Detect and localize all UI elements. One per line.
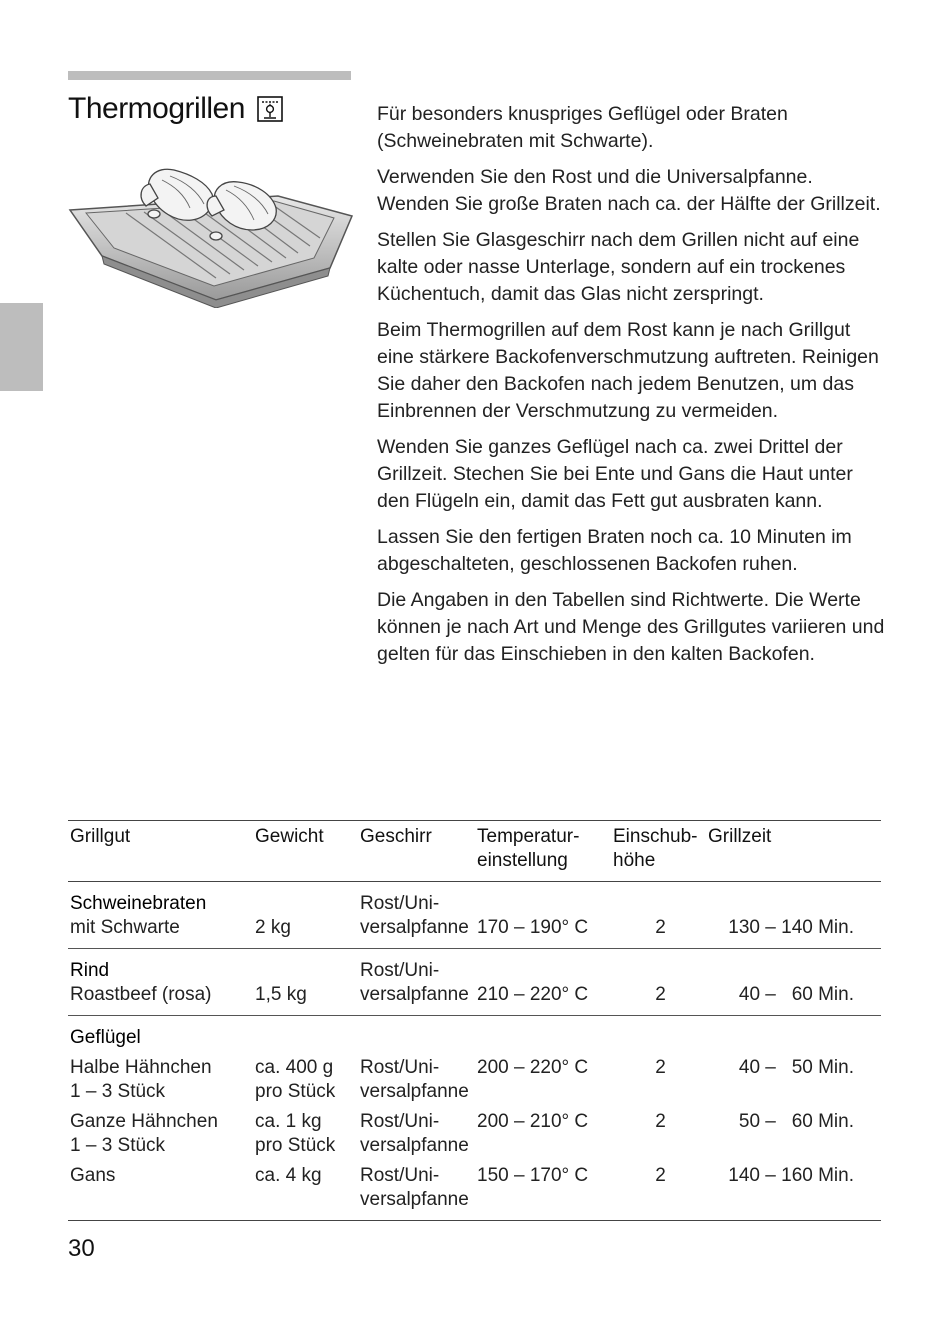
weight-cell: ca. 1 kg pro Stück bbox=[255, 1111, 336, 1156]
header-einschubhoehe: Einschub- höhe bbox=[613, 821, 708, 882]
header-geschirr: Geschirr bbox=[360, 821, 477, 882]
grilling-table bbox=[68, 820, 881, 1221]
table-header-row bbox=[68, 821, 881, 882]
level-cell: 2 bbox=[655, 1057, 666, 1078]
food-cell: mit Schwarte bbox=[68, 916, 255, 949]
temperature-cell: 210 – 220° C bbox=[477, 983, 613, 1016]
table-row bbox=[68, 949, 881, 984]
dish-cell: Rost/Uni- versalpfanne bbox=[360, 1158, 477, 1221]
table-row bbox=[68, 1158, 881, 1221]
dish-cell: versalpfanne bbox=[360, 983, 477, 1016]
food-cell: Gans bbox=[68, 1158, 255, 1221]
food-cell: Ganze Hähnchen 1 – 3 Stück bbox=[70, 1111, 218, 1156]
header-temperatur: Temperatur- einstellung bbox=[477, 821, 613, 882]
weight-cell: 1,5 kg bbox=[255, 983, 360, 1016]
table-row bbox=[68, 882, 881, 917]
food-cell: Roastbeef (rosa) bbox=[68, 983, 255, 1016]
food-cell: Halbe Hähnchen 1 – 3 Stück bbox=[70, 1057, 212, 1102]
header-grillgut: Grillgut bbox=[68, 821, 255, 882]
temperature-cell: 150 – 170° C bbox=[477, 1158, 613, 1221]
body-text bbox=[377, 101, 887, 677]
time-cell: 130 – 140 Min. bbox=[708, 916, 881, 949]
paragraph: Wenden Sie ganzes Geflügel nach ca. zwei Drittel der Grillzeit. Stechen Sie bei Ente und Gans die Haut unter den Flügeln ein, damit das Fett gut ausbraten kann. bbox=[377, 436, 853, 512]
dish-cell: Rost/Uni- bbox=[360, 893, 440, 914]
category-label: Rind bbox=[70, 960, 110, 981]
page-title: Thermogrillen bbox=[68, 92, 245, 125]
time-cell: 40 – 60 Min. bbox=[708, 983, 881, 1016]
thermogrill-mode-icon bbox=[257, 96, 283, 122]
paragraph: Die Angaben in den Tabellen sind Richtwerte. Die Werte können je nach Art und Menge des Grillgutes variieren und gelten für das Einschieben in den kalten Backofen. bbox=[377, 589, 885, 665]
paragraph: Stellen Sie Glasgeschirr nach dem Grillen nicht auf eine kalte oder nasse Unterlage, sondern auf ein trockenes Küchentuch, damit das Glas nicht zerspringt. bbox=[377, 229, 860, 305]
temperature-cell: 200 – 220° C bbox=[477, 1057, 589, 1078]
paragraph: Für besonders knuspriges Geflügel oder Braten (Schweinebraten mit Schwarte). bbox=[377, 103, 788, 152]
category-label: Geflügel bbox=[70, 1027, 141, 1048]
time-cell: 50 – 60 Min. bbox=[738, 1111, 854, 1132]
dish-cell: Rost/Uni- versalpfanne bbox=[360, 1057, 469, 1102]
table-row bbox=[68, 1104, 881, 1158]
section-heading bbox=[68, 92, 283, 126]
time-cell: 40 – 50 Min. bbox=[738, 1057, 854, 1078]
paragraph: Verwenden Sie den Rost und die Universalpfanne. Wenden Sie große Braten nach ca. der Hälfte der Grillzeit. bbox=[377, 166, 881, 215]
grill-tray-illustration bbox=[66, 158, 356, 308]
category-label: Schweinebraten bbox=[70, 893, 207, 914]
header-grillzeit: Grillzeit bbox=[708, 821, 881, 882]
table-row bbox=[68, 983, 881, 1016]
paragraph: Beim Thermogrillen auf dem Rost kann je nach Grillgut eine stärkere Backofenverschmutzung auftreten. Reinigen Sie daher den Backofen nach jedem Benutzen, um das Einbrennen der Verschmutzung zu vermeiden. bbox=[377, 319, 879, 422]
page-number: 30 bbox=[68, 1235, 95, 1262]
level-cell: 2 bbox=[613, 1158, 708, 1221]
dish-cell: versalpfanne bbox=[360, 916, 477, 949]
level-cell: 2 bbox=[655, 1111, 666, 1132]
table-row bbox=[68, 916, 881, 949]
chapter-tab bbox=[0, 303, 43, 391]
weight-cell: ca. 400 g pro Stück bbox=[255, 1057, 336, 1102]
time-cell: 140 – 160 Min. bbox=[708, 1158, 881, 1221]
table-row bbox=[68, 1050, 881, 1104]
level-cell: 2 bbox=[613, 916, 708, 949]
temperature-cell: 170 – 190° C bbox=[477, 916, 613, 949]
dish-cell: Rost/Uni- versalpfanne bbox=[360, 1111, 469, 1156]
dish-cell: Rost/Uni- bbox=[360, 960, 440, 981]
temperature-cell: 200 – 210° C bbox=[477, 1111, 589, 1132]
section-rule bbox=[68, 71, 351, 80]
level-cell: 2 bbox=[613, 983, 708, 1016]
weight-cell: ca. 4 kg bbox=[255, 1158, 360, 1221]
paragraph: Lassen Sie den fertigen Braten noch ca. 10 Minuten im abgeschalteten, geschlossenen Backofen ruhen. bbox=[377, 526, 852, 575]
weight-cell: 2 kg bbox=[255, 916, 360, 949]
header-gewicht: Gewicht bbox=[255, 821, 360, 882]
table-row bbox=[68, 1016, 881, 1051]
